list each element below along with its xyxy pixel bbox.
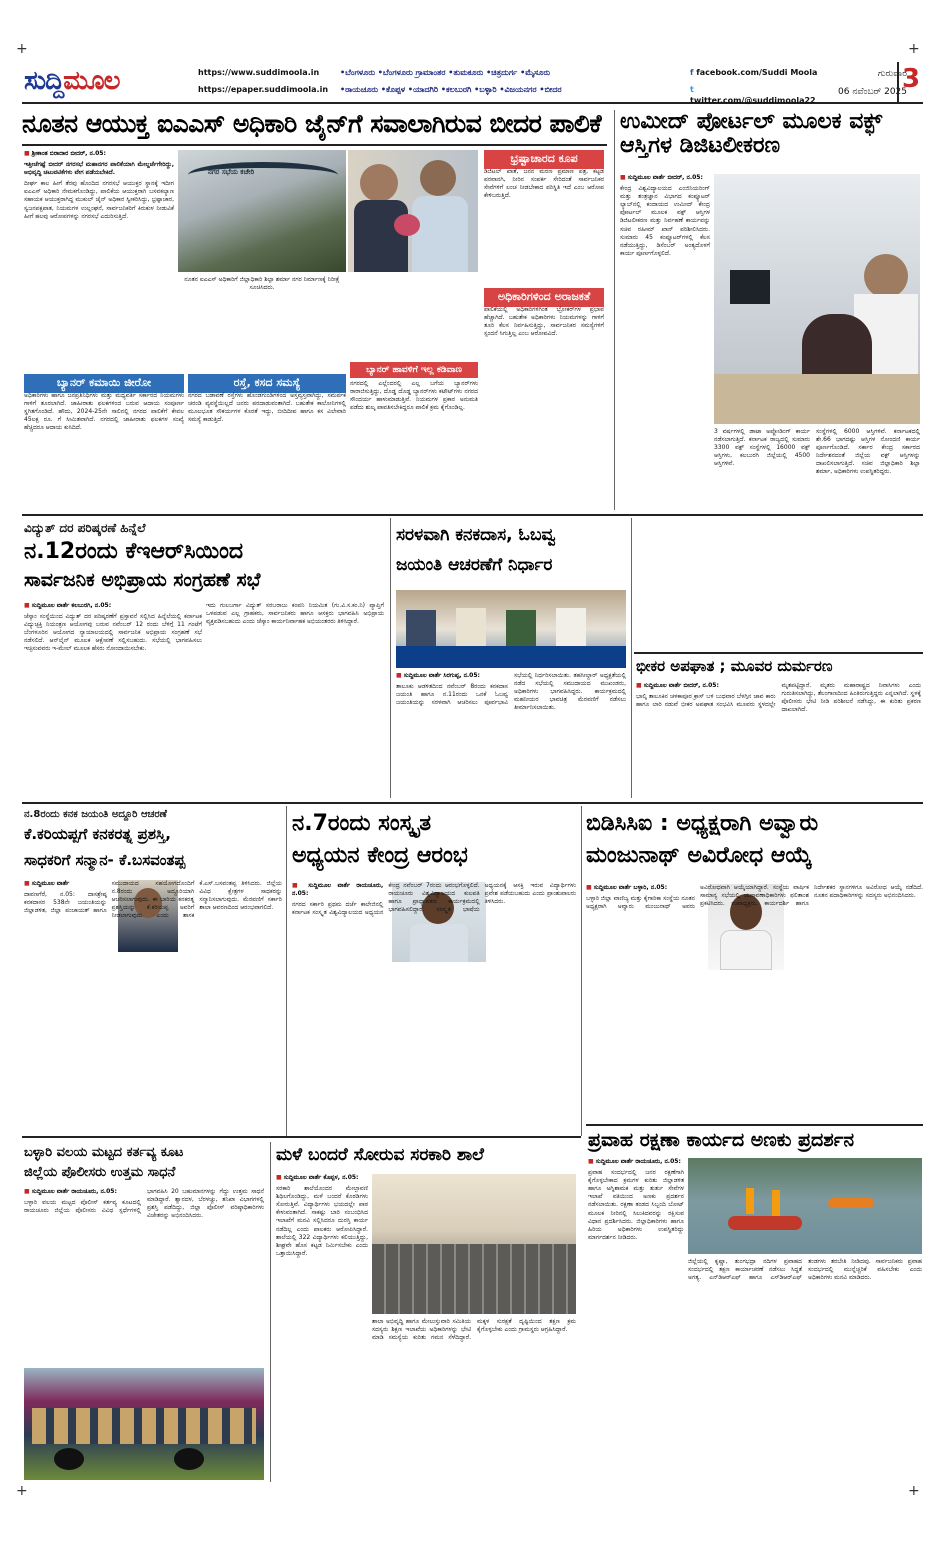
box-banner-title: ಬ್ಯಾನರ್ ಕಮಾಯಿ ಜೀರೋ (24, 374, 184, 393)
meeting-photo (396, 590, 626, 668)
flood-column-1 (588, 1158, 684, 1478)
page-number: 3 (897, 62, 923, 102)
sanskrit-headline-2: ಅಧ್ಯಯನ ಕೇಂದ್ರ ಆರಂಭ (292, 843, 468, 868)
school-body: ಸರಕಾರಿ ಶಾಲೆಯೊಂದರ ಮೇಲ್ಛಾವಣಿ ಶಿಥಿಲಗೊಂಡಿದ್ದು, ಮಳೆ ಬಂದರೆ ಕೊಠಡಿಗಳು ಸೋರುತ್ತಿವೆ. ವಿದ್ಯಾರ್ಥಿಗಳು ಭಯದಲ್ಲೇ ಪಾಠ ಕೇಳುವಂತಾಗಿದೆ. ಸಾಕಷ್ಟು ಬಾರಿ ಸಂಬಂಧಿಸಿದ ಇಲಾಖೆಗೆ ಮನವಿ ಸಲ್ಲಿಸಿದರೂ ದುರಸ್ತಿ ಕಾರ್ಯ ನಡೆದಿಲ್ಲ ಎಂದು ಪಾಲಕರು ಆರೋಪಿಸಿದ್ದಾರೆ. ಶಾಲೆಯಲ್ಲಿ 322 ವಿದ್ಯಾರ್ಥಿಗಳು ಕಲಿಯುತ್ತಿದ್ದು, ಶೀಘ್ರವೇ ಹೊಸ ಕಟ್ಟಡ ನಿರ್ಮಿಸಬೇಕು ಎಂದು ಒತ್ತಾಯಿಸಿದ್ದಾರೆ. (276, 1185, 368, 1257)
byline: ■ ಸುದ್ದಿಮೂಲ ವಾರ್ತೆ ರಾಯಚೂರು, ನ.05: (24, 1188, 141, 1196)
school-column-2 (372, 1318, 576, 1480)
byline: ■ ಸುದ್ದಿಮೂಲ ವಾರ್ತೆ ಬೀದರ್, ನ.05: (620, 174, 710, 182)
flood-headline: ಪ್ರವಾಹ ರಕ್ಷಣಾ ಕಾರ್ಯದ ಅಣಕು ಪ್ರದರ್ಶನ (588, 1129, 855, 1151)
kanakaratna-column (24, 880, 282, 1130)
byline: ■ ಸುದ್ದಿಮೂಲ ವಾರ್ತೆ ಕೊಪ್ಪಳ, ನ.05: (276, 1174, 368, 1182)
bdcc-headline-2: ಮಂಜುನಾಥ್ ಅವಿರೋಧ ಆಯ್ಕೆ (586, 843, 812, 868)
city-municipal-photo (178, 150, 346, 272)
facebook-icon: f (690, 68, 697, 77)
box-corruption-body (484, 168, 604, 288)
leaking-ceiling-photo (372, 1174, 576, 1314)
kanakadasa-headline-1: ಸರಳವಾಗಿ ಕನಕದಾಸ, ಓಬವ್ವ (396, 525, 556, 545)
electricity-headline-2: ಸಾರ್ವಜನಿಕ ಅಭಿಪ್ರಾಯ ಸಂಗ್ರಹಣೆ ಸಭೆ (24, 569, 261, 591)
flood-rescue-photo (688, 1158, 922, 1254)
kanakaratna-headline-2: ಸಾಧಕರಿಗೆ ಸನ್ಮಾನ- ಕೆ.ಬಸವಂತಪ್ಪ (24, 851, 186, 869)
top-story-headline: ನೂತನ ಆಯುಕ್ತ ಐಎಎಸ್ ಅಧಿಕಾರಿ ಜೈನ್‌ಗೆ ಸವಾಲಾಗಿರುವ ಬೀದರ ಪಾಲಿಕೆ (22, 109, 602, 138)
waqf-column-3 (816, 428, 920, 508)
box-officials-text: ಪಾಲಿಕೆಯಲ್ಲಿ ಅಧಿಕಾರಿಗಳಿಗಿಂತ ಬ್ರೋಕರ್‌ಗಳ ಪ್ರಭಾವ ಹೆಚ್ಚಾಗಿದೆ. ಬಹುತೇಕ ಅಧಿಕಾರಿಗಳು ನಿಯಮಗಳನ್ನು ಗಾಳಿಗೆ ತೂರಿ ಕೆಲಸ ನಿರ್ವಹಿಸುತ್ತಿದ್ದು, ಸಾರ್ವಜನಿಕರ ಸಮಸ್ಯೆಗಳಿಗೆ ಸ್ಪಂದನೆ ಸಿಗುತ್ತಿಲ್ಲ ಎಂಬ ಆರೋಪವಿದೆ. (484, 306, 604, 338)
waqf-headline: ಉಮೀದ್ ಪೋರ್ಟಲ್ ಮೂಲಕ ವಕ್ಫ್ ಆಸ್ತಿಗಳ ಡಿಜಿಟಲೀಕರಣ (620, 109, 883, 159)
electricity-headline-1: ನ.12ರಂದು ಕೆಇಆರ್‌ಸಿಯಿಂದ (24, 539, 244, 564)
school-headline: ಮಳೆ ಬಂದರೆ ಸೋರುವ ಸರಕಾರಿ ಶಾಲೆ (276, 1145, 484, 1165)
registration-mark: + (908, 1483, 920, 1499)
police-team-photo (24, 1368, 264, 1480)
byline: ■ ಶ್ರೀಕಾಂತ ಬಿರಾದಾರ ಬೀದರ್, ನ.05: (24, 150, 174, 158)
social-links (690, 68, 820, 106)
waqf-column-2 (714, 428, 810, 508)
cities-line: •ಬೆಂಗಳೂರು •ಬೆಂಗಳೂರು ಗ್ರಾಮಾಂತರ •ತುಮಕೂರು •ಚಿತ್ರದುರ್ಗ •ಮೈಸೂರು (340, 68, 551, 77)
officials-photo (348, 150, 478, 272)
twitter-icon: t (690, 84, 694, 94)
byline: ■ ಸುದ್ದಿಮೂಲ ವಾರ್ತೆ ರಾಯಚೂರು, ನ.05: (292, 882, 383, 898)
byline: ■ ಸುದ್ದಿಮೂಲ ವಾರ್ತೆ ಕಲಬುರಗಿ, ನ.05: (24, 602, 202, 610)
facebook-link[interactable]: f facebook.com/Suddi Moola (690, 68, 818, 77)
registration-mark: + (16, 1483, 28, 1499)
lead: ಇತ್ತೀಚೆಗಷ್ಟೆ ಬೀದರ್ ನಗರಸಭೆ ಮಹಾನಗರ ಪಾಲಿಕೆಯಾಗಿ ಮೇಲ್ದರ್ಜೆಗೇರಿದ್ದು, ಅಭಿವೃದ್ಧಿ ಚಟುವಟಿಕೆಗಳು ವೇಗ ಪಡೆಯಬೇಕಿದೆ. (24, 161, 174, 177)
byline: ■ ಸುದ್ದಿಮೂಲ ವಾರ್ತೆ ಬೀದರ್, ನ.05: (636, 682, 776, 690)
electricity-column-2 (206, 602, 384, 792)
kanakaratna-body: ದಾವಣಗೆರೆ, ನ.05: ದಾಸಶ್ರೇಷ್ಠ ಕನಕದಾಸರ 538ನೇ ಜಯಂತಿಯನ್ನು ಜಿಲ್ಲಾಡಳಿತ, ಜಿಲ್ಲಾ ಪಂಚಾಯತ್ ಹಾಗೂ ಸಮುದಾಯದ ಸಹಯೋಗದೊಂದಿಗೆ ನ.8ರಂದು ಅದ್ದೂರಿಯಾಗಿ ಆಚರಿಸಲಾಗುವುದು. ಈ ಬಾರಿಯ ಕನಕರತ್ನ ಪ್ರಶಸ್ತಿಯನ್ನು ಕೆ.ಕರಿಯಪ್ಪ ಅವರಿಗೆ ನೀಡಲಾಗುವುದು ಎಂದು ಶಾಸಕ ಕೆ.ಎಸ್.ಬಸವಂತಪ್ಪ ತಿಳಿಸಿದರು. ಜಿಲ್ಲೆಯ ವಿವಿಧ ಕ್ಷೇತ್ರಗಳ ಸಾಧಕರನ್ನು ಸನ್ಮಾನಿಸಲಾಗುವುದು. ಮೆರವಣಿಗೆ ಸರ್ಕಾರಿ ಶಾಲಾ ಆವರಣದಿಂದ ಆರಂಭವಾಗಲಿದೆ. (24, 880, 282, 920)
school-column-1 (276, 1174, 368, 1480)
box-corruption-text: ಡಿಜಿಟಲ್ ಖಾತೆ, ಜನನ ಮರಣ ಪ್ರಮಾಣ ಪತ್ರ, ಕಟ್ಟಡ ಪರವಾನಗಿ, ನೀರಿನ ಸಂಪರ್ಕ ಸೇರಿದಂತೆ ಸಾರ್ವಜನಿಕರ ಸೇವೆಗಳಿಗೆ ಲಂಚ ನೀಡಬೇಕಾದ ಪರಿಸ್ಥಿತಿ ಇದೆ ಎಂಬ ಆರೋಪ ಕೇಳಿಬರುತ್ತಿದೆ. (484, 168, 604, 200)
byline: ■ ಸುದ್ದಿಮೂಲ ವಾರ್ತೆ ರಾಯಚೂರು, ನ.05: (588, 1158, 684, 1166)
kanakadasa-body: ತಾಲೂಕು ಆಡಳಿತದಿಂದ ನವೆಂಬರ್ 8ರಂದು ಕನಕದಾಸ ಜಯಂತಿ ಹಾಗೂ ನ.11ರಂದು ಒನಕೆ ಓಬವ್ವ ಜಯಂತಿಯನ್ನು ಸರಳವಾಗಿ ಆಚರಿಸಲು ಪೂರ್ವಭಾವಿ ಸಭೆಯಲ್ಲಿ ನಿರ್ಧರಿಸಲಾಯಿತು. ತಹಸೀಲ್ದಾರ್ ಅಧ್ಯಕ್ಷತೆಯಲ್ಲಿ ನಡೆದ ಸಭೆಯಲ್ಲಿ ಸಮುದಾಯದ ಮುಖಂಡರು, ಅಧಿಕಾರಿಗಳು ಭಾಗವಹಿಸಿದ್ದರು. ಕಾರ್ಯಕ್ರಮದಲ್ಲಿ ಮಹನೀಯರ ಭಾವಚಿತ್ರ ಮೆರವಣಿಗೆ ನಡೆಸಲು ತೀರ್ಮಾನಿಸಲಾಯಿತು. (396, 672, 626, 712)
box-banner-body (24, 392, 184, 502)
kanakaratna-kicker: ನ.8ರಂದು ಕನಕ ಜಯಂತಿ ಅದ್ದೂರಿ ಆಚರಣೆ (24, 809, 167, 820)
photo-caption: ನೂತನ ಐಎಎಸ್ ಅಧಿಕಾರಿಗೆ ಜಿಲ್ಲಾಧಿಕಾರಿ ಶಿಲ್ಪಾ ಶರ್ಮಾ ನಗರ ನಿರ್ಮಾಣಕ್ಕೆ ನಿರೀಕ್ಷೆ ಸೂಚಿಸಿದರು. (184, 276, 340, 292)
masthead (22, 62, 923, 104)
byline: ■ ಸುದ್ದಿಮೂಲ ವಾರ್ತೆ (24, 880, 107, 888)
website-link[interactable]: https://www.suddimoola.in (198, 68, 320, 77)
flood-column-2 (688, 1258, 922, 1478)
flood-body2: ಜಿಲ್ಲೆಯಲ್ಲಿ ಕೃಷ್ಣಾ, ತುಂಗಭದ್ರಾ ನದಿಗಳ ಪ್ರವಾಹದ ಸಂದರ್ಭದಲ್ಲಿ ತಕ್ಷಣ ಕಾರ್ಯಾಚರಣೆ ನಡೆಸಲು ಸಿದ್ಧತೆ ಅಗತ್ಯ. ಎನ್‌ಡಿಆರ್‌ಎಫ್ ಹಾಗೂ ಎಸ್‌ಡಿಆರ್‌ಎಫ್ ತಂಡಗಳು ತರಬೇತಿ ನೀಡಿದವು. ಸಾರ್ವಜನಿಕರು ಪ್ರವಾಹ ಸಂದರ್ಭದಲ್ಲಿ ಮುನ್ನೆಚ್ಚರಿಕೆ ವಹಿಸಬೇಕು ಎಂದು ಅಧಿಕಾರಿಗಳು ಮನವಿ ಮಾಡಿದರು. (688, 1258, 922, 1282)
cities-line: •ರಾಯಚೂರು •ಕೊಪ್ಪಳ •ಯಾದಗಿರಿ •ಕಲಬುರಗಿ •ಬಳ್ಳಾರಿ •ವಿಜಯನಗರ •ಬೀದರ (340, 84, 562, 94)
waqf-body3: ಸಂಸ್ಥೆಗಳಲ್ಲಿ 6000 ಆಸ್ತಿಗಳಿವೆ. ಕರ್ನಾಟಕದಲ್ಲಿ ಶೇ.66 ಭಾಗದಷ್ಟು ಆಸ್ತಿಗಳ ನೋಂದಣಿ ಕಾರ್ಯ ಪೂರ್ಣಗೊಂಡಿದೆ. ಸರ್ಕಾರ ಕೇಂದ್ರ ಸರ್ಕಾರದ ನಿರ್ದೇಶನದಂತೆ ಜಿಲ್ಲೆಯ ವಕ್ಫ್ ಆಸ್ತಿಗಳನ್ನು ದಾಖಲಿಸಲಾಗುತ್ತಿದೆ. ಸಚಿವ ಜಿಲ್ಲಾಧಿಕಾರಿ ಶಿಲ್ಪಾ ಶರ್ಮಾ, ಅಧಿಕಾರಿಗಳು ಉಪಸ್ಥಿತರಿದ್ದರು. (816, 428, 920, 476)
box-officials-body (484, 306, 604, 406)
sanskrit-body: ನಗರದ ಸರ್ಕಾರಿ ಪ್ರಥಮ ದರ್ಜೆ ಕಾಲೇಜಿನಲ್ಲಿ ಕರ್ನಾಟಕ ಸಂಸ್ಕೃತ ವಿಶ್ವವಿದ್ಯಾಲಯದ ಅಧ್ಯಯನ ಕೇಂದ್ರ ನವೆಂಬರ್ 7ರಂದು ಆರಂಭಗೊಳ್ಳಲಿದೆ. ರಾಯಚೂರು ವಿಶ್ವವಿದ್ಯಾಲಯದ ಕುಲಪತಿ ಹಾಗೂ ಪ್ರಾಧ್ಯಾಪಕರು ಕಾರ್ಯಕ್ರಮದಲ್ಲಿ ಭಾಗವಹಿಸಲಿದ್ದಾರೆ. ಸಂಸ್ಕೃತ ಭಾಷೆಯ ಅಧ್ಯಯನಕ್ಕೆ ಆಸಕ್ತಿ ಇರುವ ವಿದ್ಯಾರ್ಥಿಗಳು ಪ್ರವೇಶ ಪಡೆಯಬಹುದು ಎಂದು ಪ್ರಾಂಶುಪಾಲರು ತಿಳಿಸಿದರು. (292, 882, 576, 917)
kanakadasa-column (396, 672, 626, 796)
box-banner-text: ಅಧಿಕಾರಿಗಳು ಹಾಗೂ ಜನಪ್ರತಿನಿಧಿಗಳು ಮತ್ತು ಮಧ್ಯವರ್ತಿ ಸರ್ಕಾರದ ನಿಯಮಗಳು ಗಾಳಿಗೆ ತೂರಲಾಗಿದೆ. ಜಾಹೀರಾತು ಫಲಕಗಳಿಂದ ಬರುವ ಆದಾಯ ಸಂಪೂರ್ಣ ಸ್ಥಗಿತಗೊಂಡಿದೆ. ಹೌದು, 2024-25ನೇ ಸಾಲಿನಲ್ಲಿ ನಗರದ ಪಾಲಿಕೆಗೆ ಕೇವಲ 45ಲಕ್ಷ ರೂ. ಗೆ ಸೀಮಿತವಾಗಿದೆ. ನಗರದಲ್ಲಿ ಜಾಹೀರಾತು ಫಲಕಗಳ ಸಂಖ್ಯೆ ಹೆಚ್ಚಿದರೂ ಆದಾಯ ಕುಸಿದಿದೆ. (24, 392, 184, 432)
website-links (198, 68, 338, 96)
registration-mark: + (908, 41, 920, 57)
sanskrit-headline-1: ನ.7ರಂದು ಸಂಸ್ಕೃತ (292, 811, 432, 836)
kanakaratna-headline-1: ಕೆ.ಕರಿಯಪ್ಪಗೆ ಕನಕರತ್ನ ಪ್ರಶಸ್ತಿ, (24, 825, 171, 843)
newspaper-page (22, 62, 923, 1482)
police-body: ಬಳ್ಳಾರಿ ವಲಯ ಮಟ್ಟದ ಪೊಲೀಸ್ ಕರ್ತವ್ಯ ಕೂಟದಲ್ಲಿ ರಾಯಚೂರು ಜಿಲ್ಲೆಯ ಪೊಲೀಸರು ವಿವಿಧ ಸ್ಪರ್ಧೆಗಳಲ್ಲಿ ಭಾಗವಹಿಸಿ 20 ಬಹುಮಾನಗಳನ್ನು ಗೆದ್ದು ಉತ್ತಮ ಸಾಧನೆ ಮಾಡಿದ್ದಾರೆ. ಶ್ವಾನದಳ, ಬೆರಳಚ್ಚು, ತನಿಖಾ ವಿಭಾಗಗಳಲ್ಲಿ ಪ್ರಶಸ್ತಿ ಪಡೆದಿದ್ದು, ಜಿಲ್ಲಾ ಪೊಲೀಸ್ ವರಿಷ್ಠಾಧಿಕಾರಿಗಳು ವಿಜೇತರನ್ನು ಅಭಿನಂದಿಸಿದರು. (24, 1188, 264, 1220)
box-banner2-text: ನಗರದಲ್ಲಿ ಎಲ್ಲೆಂದರಲ್ಲಿ ಎಲ್ಲ ಬಗೆಯ ಬ್ಯಾನರ್‌ಗಳು ರಾರಾಜಿಸುತ್ತಿದ್ದು, ದೊಡ್ಡ ದೊಡ್ಡ ಬ್ಯಾನರ್‌ಗಳು ಕಟೌಟ್‌ಗಳು ನಗರದ ಸೌಂದರ್ಯ ಹಾಳುಮಾಡುತ್ತಿವೆ. ನಿಯಮಗಳ ಪ್ರಕಾರ ಅನುಮತಿ ಪಡೆದು ಶುಲ್ಕ ಪಾವತಿಸಬೇಕಿದ್ದರೂ ಪಾಲಿಕೆ ಕ್ರಮ ಕೈಗೊಂಡಿಲ್ಲ. (350, 380, 478, 412)
accident-column (636, 682, 921, 796)
epaper-link[interactable]: https://epaper.suddimoola.in (198, 84, 329, 94)
box-roads-body (188, 392, 346, 502)
day: ಗುರುವಾರ (877, 69, 907, 79)
box-roads-text: ನಗರದ ಬಡಾವಣೆ ರಸ್ತೆಗಳು ಹೊಂಡಗುಂಡಿಗಳಿಂದ ಅಸ್ತವ್ಯಸ್ತವಾಗಿದ್ದು, ಸಮರ್ಪಕ ಚರಂಡಿ ವ್ಯವಸ್ಥೆಯಿಲ್ಲದೆ ಜನರು ಪರದಾಡುವಂತಾಗಿದೆ. ಬಹುತೇಕ ಕಾಲೋನಿಗಳಲ್ಲಿ ಮೂಲಭೂತ ಸೌಕರ್ಯಗಳ ಕೊರತೆ ಇದ್ದು, ಬೀದಿದೀಪ ಹಾಗೂ ಕಸ ವಿಲೇವಾರಿ ಸಮಸ್ಯೆ ಕಾಡುತ್ತಿದೆ. (188, 392, 346, 424)
flood-body: ಪ್ರವಾಹ ಸಂದರ್ಭದಲ್ಲಿ ಜನರ ರಕ್ಷಣೆಗಾಗಿ ಕೈಗೊಳ್ಳಬೇಕಾದ ಕ್ರಮಗಳ ಕುರಿತು ಜಿಲ್ಲಾಡಳಿತ ಹಾಗೂ ಅಗ್ನಿಶಾಮಕ ಮತ್ತು ತುರ್ತು ಸೇವೆಗಳ ಇಲಾಖೆ ವತಿಯಿಂದ ಅಣಕು ಪ್ರದರ್ಶನ ನಡೆಸಲಾಯಿತು. ರಕ್ಷಣಾ ತಂಡದ ಸಿಬ್ಬಂದಿ ಬೋಟ್ ಮೂಲಕ ನೀರಿನಲ್ಲಿ ಸಿಲುಕಿದವರನ್ನು ರಕ್ಷಿಸುವ ವಿಧಾನ ಪ್ರದರ್ಶಿಸಿದರು. ಜಿಲ್ಲಾಧಿಕಾರಿಗಳು ಹಾಗೂ ಹಿರಿಯ ಅಧಿಕಾರಿಗಳು ಉಪಸ್ಥಿತರಿದ್ದು ಮಾರ್ಗದರ್ಶನ ನೀಡಿದರು. (588, 1169, 684, 1241)
date: 06 ನವೆಂಬರ್ 2025 (838, 87, 907, 98)
registration-mark: + (16, 41, 28, 57)
accident-headline: ಭೀಕರ ಅಪಘಾತ ; ಮೂವರ ದುರ್ಮರಣ (636, 657, 833, 675)
box-roads-title: ರಸ್ತೆ, ಕಸದ ಸಮಸ್ಯೆ (188, 374, 346, 393)
byline: ■ ಸುದ್ದಿಮೂಲ ವಾರ್ತೆ ಬಳ್ಳಾರಿ, ನ.05: (586, 884, 695, 892)
logo: ಸುದ್ದಿಮೂಲ (24, 66, 120, 96)
box-corruption-title: ಭ್ರಷ್ಟಾಚಾರದ ಕೂಪ (484, 150, 604, 169)
bdcc-body: ಬಳ್ಳಾರಿ ಜಿಲ್ಲಾ ವಾಣಿಜ್ಯ ಮತ್ತು ಕೈಗಾರಿಕಾ ಸಂಸ್ಥೆಯ ನೂತನ ಅಧ್ಯಕ್ಷರಾಗಿ ಅವ್ವಾರು ಮಂಜುನಾಥ್ ಅವರು ಅವಿರೋಧವಾಗಿ ಆಯ್ಕೆಯಾಗಿದ್ದಾರೆ. ಸಂಸ್ಥೆಯ ವಾರ್ಷಿಕ ಸಾಮಾನ್ಯ ಸಭೆಯಲ್ಲಿ ಚುನಾವಣಾಧಿಕಾರಿಗಳು ಫಲಿತಾಂಶ ಪ್ರಕಟಿಸಿದರು. ಉಪಾಧ್ಯಕ್ಷರು, ಕಾರ್ಯದರ್ಶಿ ಹಾಗೂ ನಿರ್ದೇಶಕರ ಸ್ಥಾನಗಳಿಗೂ ಅವಿರೋಧ ಆಯ್ಕೆ ನಡೆದಿದೆ. ನೂತನ ಪದಾಧಿಕಾರಿಗಳನ್ನು ಸದಸ್ಯರು ಅಭಿನಂದಿಸಿದರು. (586, 884, 923, 911)
electricity-kicker: ವಿದ್ಯುತ್ ದರ ಪರಿಷ್ಕರಣೆ ಹಿನ್ನೆಲೆ (24, 521, 146, 535)
waqf-body2: 3 ವರ್ಷಗಳಲ್ಲಿ ಡಾಟಾ ಅಪ್ಲೋಡಿಂಗ್ ಕಾರ್ಯ ನಡೆಸಲಾಗುತ್ತಿದೆ. ಕರ್ನಾಟಕ ರಾಜ್ಯದಲ್ಲಿ ಸುಮಾರು 3300 ವಕ್ಫ್ ಸಂಸ್ಥೆಗಳಲ್ಲಿ 16000 ವಕ್ಫ್ ಆಸ್ತಿಗಳು, ಕಲಬುರಗಿ ಜಿಲ್ಲೆಯಲ್ಲಿ 4500 ಆಸ್ತಿಗಳಿವೆ. (714, 428, 810, 468)
police-headline-2: ಜಿಲ್ಲೆಯ ಪೊಲೀಸರು ಉತ್ತಮ ಸಾಧನೆ (24, 1165, 176, 1180)
waqf-photo (714, 174, 920, 424)
bdcc-headline-1: ಬಿಡಿಸಿಸಿಐ : ಅಧ್ಯಕ್ಷರಾಗಿ ಅವ್ವಾರು (586, 811, 819, 836)
kanakadasa-headline-2: ಜಯಂತಿ ಆಚರಣೆಗೆ ನಿರ್ಧಾರ (396, 555, 553, 575)
top-story-column (24, 150, 174, 372)
body-text: ದೀರ್ಘ ಕಾಲ ಹೀಗೆ ತೆರವು ಹೊಂದಿದ ನಗರಸಭೆ ಆಯುಕ್ತರ ಸ್ಥಾನಕ್ಕೆ ಇದೀಗ ಐಎಎಸ್ ಅಧಿಕಾರಿ ನೇಮಕಗೊಂಡಿದ್ದು, ಪಾಲಿಕೆಯ ಆಯುಕ್ತರಾಗಿ ಬಸವಕಲ್ಯಾಣ ಸಹಾಯಕ ಆಯುಕ್ತರಾಗಿದ್ದ ಮುಕುಲ್ ಜೈನ್ ಅಧಿಕಾರ ಸ್ವೀಕರಿಸಿದ್ದು, ಭ್ರಷ್ಟಾಚಾರ, ಸ್ವಜನಪಕ್ಷಪಾತ, ನಿಯಮಗಳ ಉಲ್ಲಂಘನೆ, ಸಾರ್ವಜನಿಕರಿಗೆ ಕಿರುಕುಳ ನೀಡುವಿಕೆ ಹೀಗೆ ಹಲವು ಆರೋಪಗಳನ್ನು ನಗರಸಭೆ ಎದುರಿಸುತ್ತಿದೆ. (24, 180, 174, 220)
school-body2: ಶಾಲಾ ಅಭಿವೃದ್ಧಿ ಹಾಗೂ ಮೇಲುಸ್ತುವಾರಿ ಸಮಿತಿಯ ಸದಸ್ಯರು ಶಿಕ್ಷಣ ಇಲಾಖೆಯ ಅಧಿಕಾರಿಗಳನ್ನು ಭೇಟಿ ಮಾಡಿ ಸಮಸ್ಯೆಯ ಕುರಿತು ಗಮನ ಸೆಳೆದಿದ್ದಾರೆ. ಮಕ್ಕಳ ಸುರಕ್ಷತೆ ದೃಷ್ಟಿಯಿಂದ ತಕ್ಷಣ ಕ್ರಮ ಕೈಗೊಳ್ಳಬೇಕು ಎಂದು ಗ್ರಾಮಸ್ಥರು ಆಗ್ರಹಿಸಿದ್ದಾರೆ. (372, 1318, 576, 1342)
box-banner2-title: ಬ್ಯಾನರ್ ಹಾವಳಿಗೆ ಇಲ್ಲ ಕಡಿವಾಣ (350, 362, 478, 378)
waqf-column-1 (620, 174, 710, 504)
sanskrit-column (292, 882, 576, 1132)
electricity-column-1 (24, 602, 202, 792)
waqf-body: ಕೇಂದ್ರ ವಿಶ್ವವಿದ್ಯಾಲಯದ ಎಂಜಿನಿಯರಿಂಗ್ ಮತ್ತು ತಂತ್ರಜ್ಞಾನ ವಿಭಾಗದ ಕಂಪ್ಯೂಟರ್ ಲ್ಯಾಬ್‌ನಲ್ಲಿ ಕಂದಾಯದ ಉಮೀದ್ ಕೇಂದ್ರ ಪೋರ್ಟಲ್ ಮೂಲಕ ವಕ್ಫ್ ಆಸ್ತಿಗಳ ಡಿಜಿಟಲೀಕರಣ ಮತ್ತು ನಿರ್ವಹಣೆ ಕಾರ್ಯವನ್ನು ಸಚಿವ ರಹೀಮ್ ಖಾನ್ ಪರಿಶೀಲಿಸಿದರು. ಸುಮಾರು 45 ಕಂಪ್ಯೂಟರ್‌ಗಳಲ್ಲಿ ಕೆಲಸ ನಡೆಯುತ್ತಿದ್ದು, ಡಿಸೆಂಬರ್ ಅಂತ್ಯದೊಳಗೆ ಕಾರ್ಯ ಪೂರ್ಣಗೊಳ್ಳಲಿದೆ. (620, 185, 710, 257)
electricity-body2: ಇದು ಗುಲಬರ್ಗಾ ವಿದ್ಯುತ್ ಸರಬರಾಜು ಕಂಪನಿ ನಿಯಮಿತ (ಗು.ವಿ.ಸ.ಕಂ.ನಿ) ವ್ಯಾಪ್ತಿಗೆ ಒಳಪಡುವ ಎಲ್ಲ ಗ್ರಾಹಕರು, ಸಾರ್ವಜನಿಕರು ಹಾಗೂ ಆಸಕ್ತರು ಭಾಗವಹಿಸಿ ಅಭಿಪ್ರಾಯ ವ್ಯಕ್ತಪಡಿಸಬಹುದು ಎಂದು ಜೆಸ್ಕಾಂ ಕಾರ್ಯನಿರ್ವಾಹಕ ಅಭಿಯಂತರರು ತಿಳಿಸಿದ್ದಾರೆ. (206, 602, 384, 626)
box-banner2-body (350, 380, 478, 500)
byline: ■ ಸುದ್ದಿಮೂಲ ವಾರ್ತೆ ಸಿರಗುಪ್ಪ, ನ.05: (396, 672, 508, 680)
police-column (24, 1188, 264, 1364)
box-officials-title: ಅಧಿಕಾರಿಗಳಿಂದ ಅರಾಜಕತೆ (484, 288, 604, 307)
police-headline-1: ಬಳ್ಳಾರಿ ವಲಯ ಮಟ್ಟದ ಕರ್ತವ್ಯ ಕೂಟ (24, 1145, 184, 1160)
accident-body: ಭಾಲ್ಕಿ ತಾಲೂಕಿನ ಚಳಕಾಪೂರ ಕ್ರಾಸ್ ಬಳಿ ಬುಧವಾರ ಬೆಳಗ್ಗಿನ ಜಾವ ಕಾರು ಹಾಗೂ ಲಾರಿ ನಡುವೆ ಭೀಕರ ಅಪಘಾತ ಸಂಭವಿಸಿ ಮೂವರು ಸ್ಥಳದಲ್ಲೇ ಮೃತಪಟ್ಟಿದ್ದಾರೆ. ಮೃತರು ಮಹಾರಾಷ್ಟ್ರದ ನಿವಾಸಿಗಳು ಎಂದು ಗುರುತಿಸಲಾಗಿದ್ದು, ತೆಲಂಗಾಣದಿಂದ ಹಿಂತಿರುಗುತ್ತಿದ್ದರು ಎನ್ನಲಾಗಿದೆ. ಸ್ಥಳಕ್ಕೆ ಪೊಲೀಸರು ಭೇಟಿ ನೀಡಿ ಪರಿಶೀಲನೆ ನಡೆಸಿದ್ದು, ಈ ಕುರಿತು ಪ್ರಕರಣ ದಾಖಲಾಗಿದೆ. (636, 682, 921, 714)
twitter-link[interactable]: t twitter.com/@suddimoola22 (690, 84, 816, 105)
bdcc-column (586, 884, 923, 1124)
date-block (822, 68, 907, 98)
city-editions (340, 68, 690, 96)
photo-sign-text: ನಗರ ಸಭೆಯ ಕಚೇರಿ (208, 168, 255, 176)
electricity-body: ಜೆಸ್ಕಾಂ ಸಂಸ್ಥೆಯಿಂದ ವಿದ್ಯುತ್ ದರ ಪರಿಷ್ಕರಣೆಗೆ ಪ್ರಸ್ತಾವನೆ ಸಲ್ಲಿಸಿದ ಹಿನ್ನೆಲೆಯಲ್ಲಿ ಕರ್ನಾಟಕ ವಿದ್ಯುಚ್ಛಕ್ತಿ ನಿಯಂತ್ರಣ ಆಯೋಗವು ಬರುವ ನವೆಂಬರ್ 12 ರಂದು ಬೆಳಿಗ್ಗೆ 11 ಗಂಟೆಗೆ ಬೆಂಗಳೂರಿನ ಆಯೋಗದ ನ್ಯಾಯಾಲಯದಲ್ಲಿ ಸಾರ್ವಜನಿಕ ಅಭಿಪ್ರಾಯ ಸಂಗ್ರಹಣೆ ಸಭೆ ನಡೆಸಲಿದೆ. ಆನ್‌ಲೈನ್ ಮೂಲಕ ಆಕ್ಷೇಪಣೆ ಸಲ್ಲಿಸಬಹುದು. ಸಭೆಯಲ್ಲಿ ಭಾಗವಹಿಸಲು ಇಚ್ಛಿಸುವವರು ಇ-ಮೇಲ್ ಮೂಲಕ ಹೆಸರು ನೋಂದಾಯಿಸಬೇಕು. (24, 613, 202, 653)
